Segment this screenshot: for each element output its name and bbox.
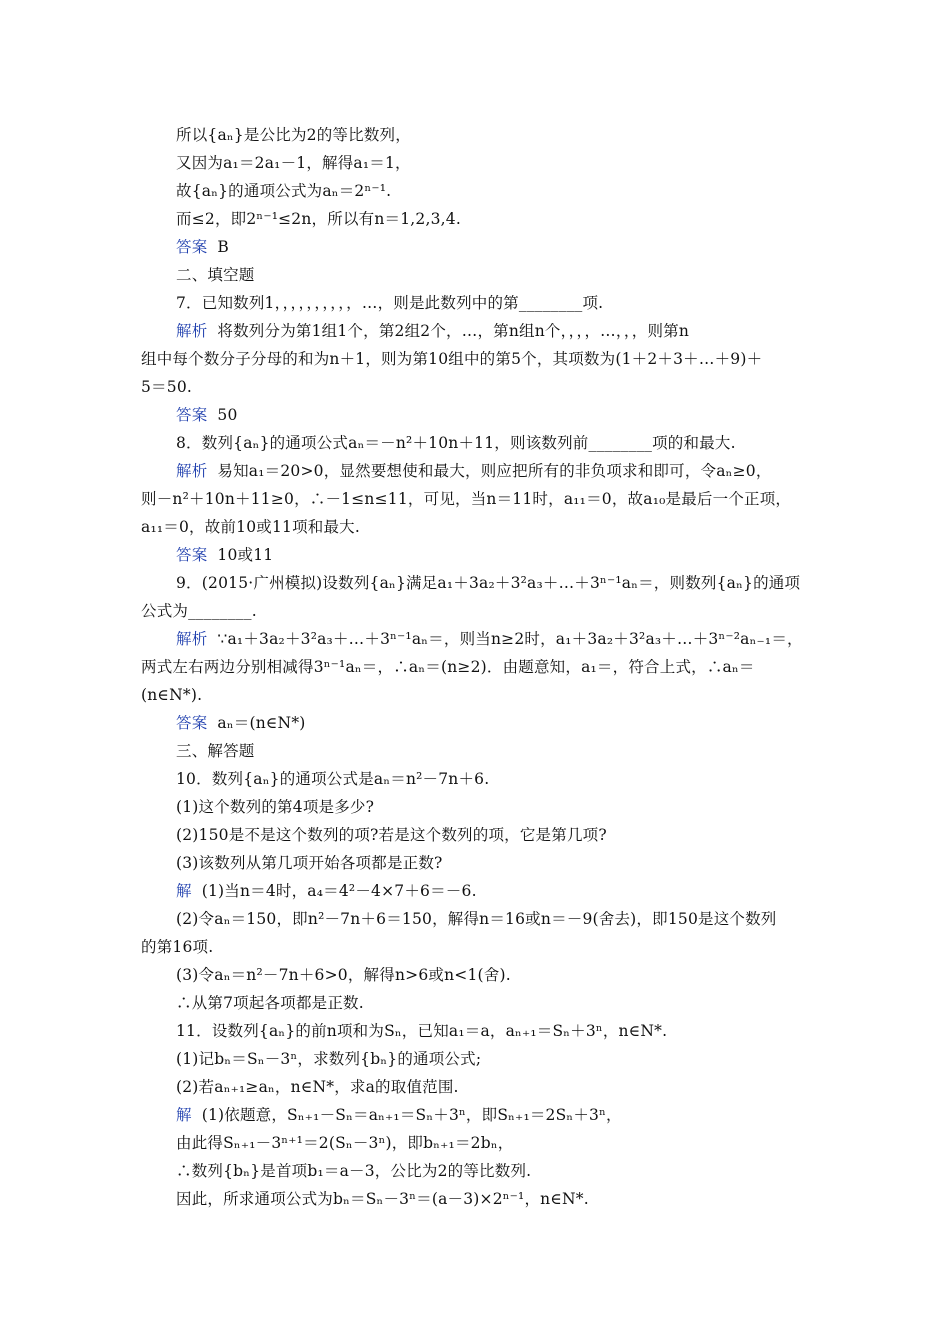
answer-label: 答案 bbox=[176, 406, 208, 424]
text-line: 所以{aₙ}是公比为2的等比数列， bbox=[176, 126, 411, 144]
analysis-line: 解析 易知a₁＝20>0，显然要想使和最大，则应把所有的非负项求和即可，令aₙ≥0， bbox=[176, 462, 772, 480]
answer-line: 答案 B bbox=[176, 238, 229, 256]
analysis-label: 解析 bbox=[176, 322, 208, 340]
text-line: (1)这个数列的第4项是多少? bbox=[176, 798, 375, 816]
text-line: ∴数列{bₙ}是首项b₁＝a－3，公比为2的等比数列. bbox=[176, 1162, 532, 1180]
text-line: (n∈N*). bbox=[141, 686, 203, 704]
text-line: 公式为________. bbox=[141, 602, 257, 620]
text-line: (2)若aₙ₊₁≥aₙ，n∈N*，求a的取值范围. bbox=[176, 1078, 459, 1096]
solution-label: 解 bbox=[176, 1106, 192, 1124]
question-line: 10．数列{aₙ}的通项公式是aₙ＝n²－7n＋6. bbox=[176, 770, 490, 788]
text-line: (3)令aₙ＝n²－7n＋6>0，解得n>6或n<1(舍). bbox=[176, 966, 511, 984]
section-heading: 三、解答题 bbox=[176, 742, 255, 760]
analysis-line: 解析 ∵a₁＋3a₂＋3²a₃＋…＋3ⁿ⁻¹aₙ＝，则当n≥2时，a₁＋3a₂＋3²a₃＋…＋3ⁿ⁻²aₙ₋₁＝， bbox=[176, 630, 803, 648]
text-line: 故{aₙ}的通项公式为aₙ＝2ⁿ⁻¹. bbox=[176, 182, 392, 200]
text-line: (2)令aₙ＝150，即n²－7n＋6＝150，解得n＝16或n＝－9(舍去)，即150是这个数列 bbox=[176, 910, 777, 928]
text-line: ∴从第7项起各项都是正数. bbox=[176, 994, 364, 1012]
answer-label: 答案 bbox=[176, 238, 208, 256]
text-line: 又因为a₁＝2a₁－1，解得a₁＝1， bbox=[176, 154, 411, 172]
answer-line: 答案 aₙ＝(n∈N*) bbox=[176, 714, 306, 732]
answer-line: 答案 50 bbox=[176, 406, 238, 424]
section-heading: 二、填空题 bbox=[176, 266, 255, 284]
solution-label: 解 bbox=[176, 882, 192, 900]
text-line: 而≤2，即2ⁿ⁻¹≤2n，所以有n＝1,2,3,4. bbox=[176, 210, 461, 228]
analysis-line: 解析 将数列分为第1组1个，第2组2个，…，第n组n个，，，，…，，，则第n bbox=[176, 322, 690, 340]
text-line: 两式左右两边分别相减得3ⁿ⁻¹aₙ＝，∴aₙ＝(n≥2)．由题意知，a₁＝，符合上式，∴aₙ＝ bbox=[141, 658, 755, 676]
analysis-label: 解析 bbox=[176, 630, 208, 648]
text-line: 的第16项. bbox=[141, 938, 214, 956]
text-line: (3)该数列从第几项开始各项都是正数? bbox=[176, 854, 443, 872]
analysis-label: 解析 bbox=[176, 462, 208, 480]
text-line: 5＝50. bbox=[141, 378, 193, 396]
solution-line: 解 (1)依题意，Sₙ₊₁－Sₙ＝aₙ₊₁＝Sₙ＋3ⁿ，即Sₙ₊₁＝2Sₙ＋3ⁿ， bbox=[176, 1106, 622, 1124]
text-line: (1)记bₙ＝Sₙ－3ⁿ，求数列{bₙ}的通项公式; bbox=[176, 1050, 482, 1068]
answer-label: 答案 bbox=[176, 714, 208, 732]
text-line: 组中每个数分子分母的和为n＋1，则为第10组中的第5个，其项数为(1＋2＋3＋…＋9)＋ bbox=[141, 350, 763, 368]
answer-label: 答案 bbox=[176, 546, 208, 564]
question-line: 11．设数列{aₙ}的前n项和为Sₙ，已知a₁＝a，aₙ₊₁＝Sₙ＋3ⁿ，n∈N*. bbox=[176, 1022, 668, 1040]
solution-line: 解 (1)当n＝4时，a₄＝4²－4×7＋6＝－6. bbox=[176, 882, 477, 900]
answer-line: 答案 10或11 bbox=[176, 546, 274, 564]
question-line: 8．数列{aₙ}的通项公式aₙ＝－n²＋10n＋11，则该数列前________项的和最大. bbox=[176, 434, 736, 452]
text-line: a₁₁＝0，故前10或11项和最大. bbox=[141, 518, 361, 536]
text-line: 则－n²＋10n＋11≥0，∴－1≤n≤11，可见，当n＝11时，a₁₁＝0，故a₁₀是最后一个正项， bbox=[141, 490, 792, 508]
text-line: 因此，所求通项公式为bₙ＝Sₙ－3ⁿ＝(a－3)×2ⁿ⁻¹，n∈N*. bbox=[176, 1190, 589, 1208]
question-line: 9．(2015·广州模拟)设数列{aₙ}满足a₁＋3a₂＋3²a₃＋…＋3ⁿ⁻¹aₙ＝，则数列{aₙ}的通项 bbox=[176, 574, 801, 592]
question-line: 7．已知数列1，，，，，，，，，，…，则是此数列中的第________项. bbox=[176, 294, 604, 312]
text-line: (2)150是不是这个数列的项?若是这个数列的项，它是第几项? bbox=[176, 826, 607, 844]
text-line: 由此得Sₙ₊₁－3ⁿ⁺¹＝2(Sₙ－3ⁿ)，即bₙ₊₁＝2bₙ， bbox=[176, 1134, 514, 1152]
